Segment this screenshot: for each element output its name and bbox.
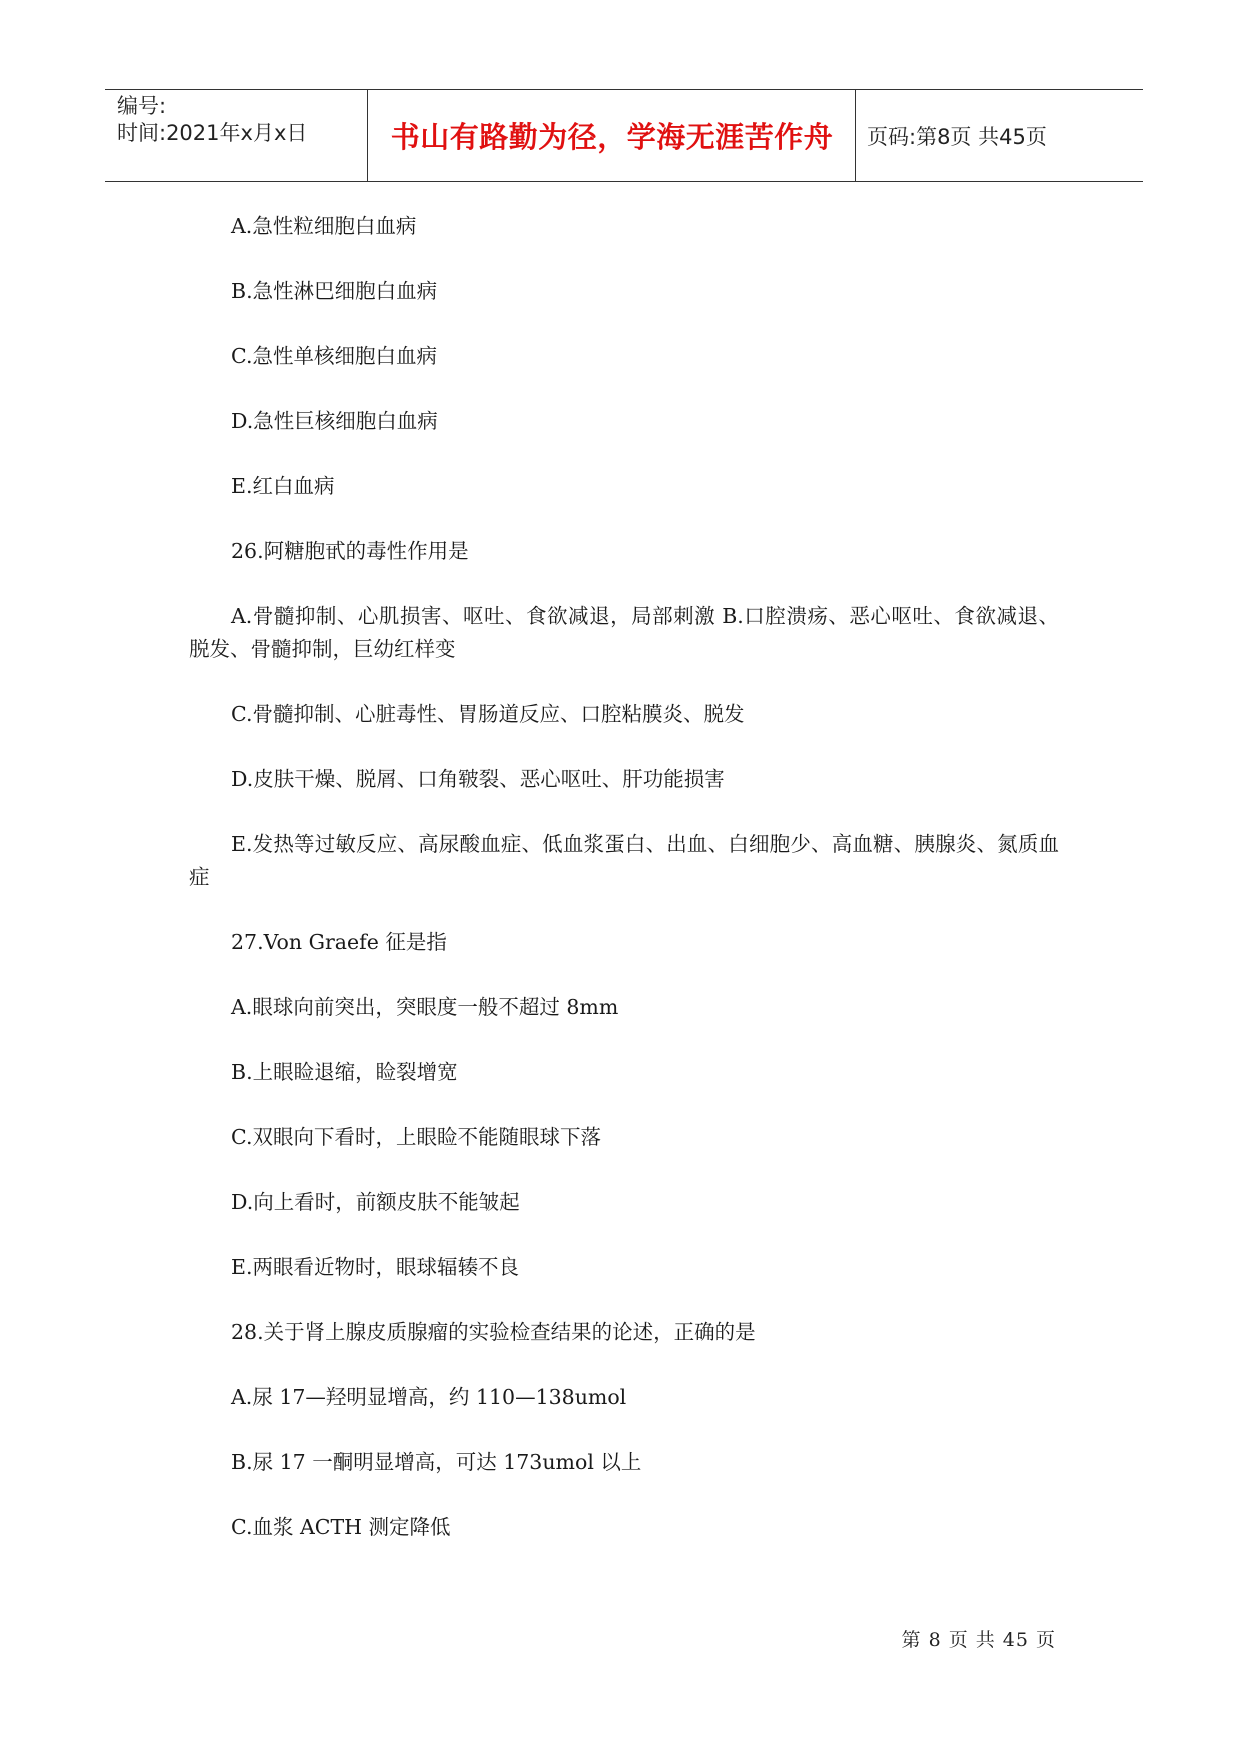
header-page-code: 页码:第8页 共45页: [867, 124, 1047, 149]
header-meta: [117, 90, 367, 181]
page-footer: 第 8 页 共 45 页: [901, 1629, 1056, 1651]
option-text: C.双眼向下看时，上眼睑不能随眼球下落: [231, 1125, 601, 1149]
header-motto: 书山有路勤为径，学海无涯苦作舟: [390, 120, 834, 154]
code-label: 编号:: [117, 94, 167, 118]
question-text: 27.Von Graefe 征是指: [231, 930, 447, 954]
option-text: B.尿 17 一酮明显增高，可达 173umol 以上: [231, 1450, 642, 1474]
option-text: D.急性巨核细胞白血病: [231, 409, 438, 433]
question-text: 26.阿糖胞甙的毒性作用是: [231, 539, 469, 563]
page-header: [105, 89, 1143, 182]
option-text: A.骨髓抑制、心肌损害、呕吐、食欲减退，局部刺激 B.口腔溃疡、恶心呕吐、食欲减退、脱发、骨髓抑制，巨幼红样变: [189, 604, 1059, 661]
option-text: E.发热等过敏反应、高尿酸血症、低血浆蛋白、出血、白细胞少、高血糖、胰腺炎、氮质血症: [189, 832, 1059, 889]
option-text: D.向上看时，前额皮肤不能皱起: [231, 1190, 520, 1214]
option-text: C.急性单核细胞白血病: [231, 344, 437, 368]
option-text: B.急性淋巴细胞白血病: [231, 279, 438, 303]
option-text: A.眼球向前突出，突眼度一般不超过 8mm: [231, 995, 619, 1019]
document-body: [189, 210, 1059, 1576]
option-text: B.上眼睑退缩，睑裂增宽: [231, 1060, 458, 1084]
option-text: A.急性粒细胞白血病: [231, 214, 417, 238]
option-text: E.红白血病: [231, 474, 335, 498]
header-divider: [367, 90, 368, 181]
time-label: 时间:2021年x月x日: [117, 121, 308, 145]
question-text: 28.关于肾上腺皮质腺瘤的实验检查结果的论述，正确的是: [231, 1320, 756, 1344]
option-text: D.皮肤干燥、脱屑、口角皲裂、恶心呕吐、肝功能损害: [231, 767, 725, 791]
option-text: A.尿 17—羟明显增高，约 110—138umol: [231, 1385, 627, 1409]
header-divider: [855, 90, 856, 181]
option-text: C.骨髓抑制、心脏毒性、胃肠道反应、口腔粘膜炎、脱发: [231, 702, 745, 726]
option-text: E.两眼看近物时，眼球辐辏不良: [231, 1255, 519, 1279]
option-text: C.血浆 ACTH 测定降低: [231, 1515, 451, 1539]
